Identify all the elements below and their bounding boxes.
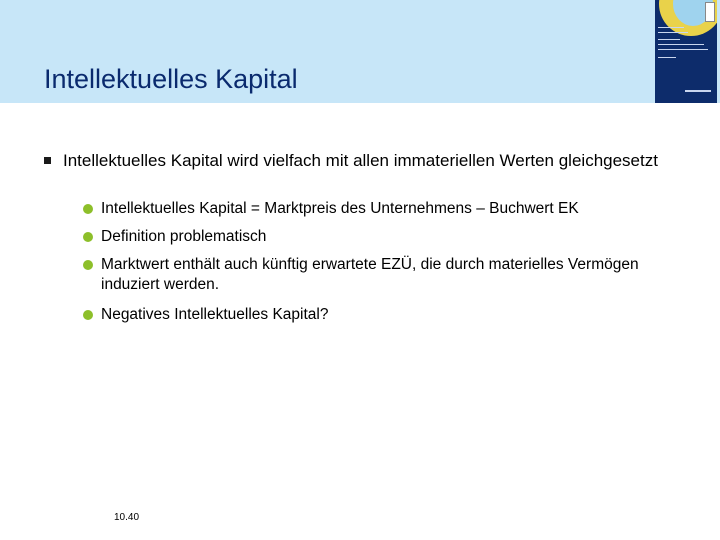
- bullet-dot-icon: [83, 260, 93, 270]
- main-bullet-text: Intellektuelles Kapital wird vielfach mit allen immateriellen Werten gleichgesetzt: [63, 151, 658, 170]
- publisher-mark-icon: [705, 2, 715, 22]
- bullet-dot-icon: [83, 310, 93, 320]
- bullet-dot-icon: [83, 232, 93, 242]
- sub-bullet-text: Intellektuelles Kapital = Marktpreis des Unternehmens – Buchwert EK: [101, 200, 579, 217]
- bullet-square-icon: [44, 157, 51, 164]
- sub-bullet-text: Negatives Intellektuelles Kapital?: [101, 306, 329, 323]
- bullet-dot-icon: [83, 204, 93, 214]
- slide-title: Intellektuelles Kapital: [44, 64, 298, 94]
- slide-header: [0, 0, 720, 103]
- sub-bullet-text: Marktwert enthält auch künftig erwartete EZÜ, die durch materielles Vermögen induziert werden.: [101, 256, 639, 293]
- book-cover-icon: [655, 0, 717, 103]
- page-number: 10.40: [114, 512, 140, 523]
- sub-bullet-text: Definition problematisch: [101, 228, 267, 245]
